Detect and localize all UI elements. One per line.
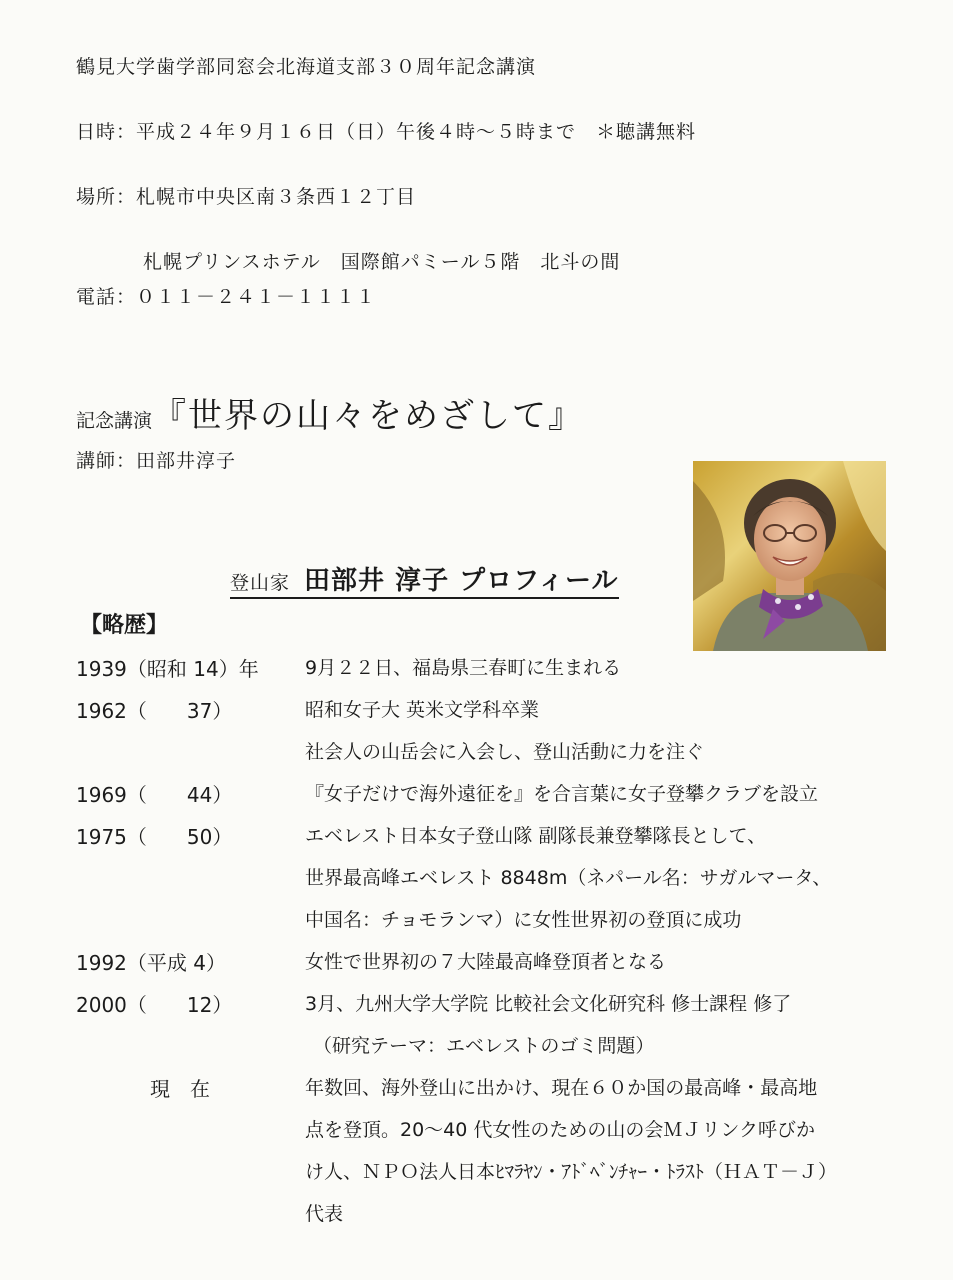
timeline-event-line: エベレスト日本女子登山隊 副隊長兼登攀隊長として、: [305, 825, 767, 847]
profile-heading: [230, 560, 619, 599]
lecture-speaker: 講師：田部井淳子: [76, 450, 237, 472]
timeline-event-line: 代表: [305, 1203, 344, 1225]
profile-heading-name: 田部井 淳子 プロフィール: [304, 566, 619, 596]
timeline-event-line: 9月２２日、福島県三春町に生まれる: [305, 657, 622, 679]
timeline-event-line: 社会人の山岳会に入会し、登山活動に力を注ぐ: [305, 741, 705, 763]
event-place-line: 場所：札幌市中央区南３条西１２丁目: [76, 186, 417, 208]
event-date-line: 日時：平成２４年９月１６日（日）午後４時～５時まで ＊聴講無料: [76, 121, 697, 143]
speaker-portrait-photo: [693, 461, 886, 651]
profile-heading-occupation: 登山家: [230, 572, 291, 594]
timeline-year: 1992（平成 4）: [76, 951, 226, 975]
timeline-event-line: 点を登頂。20～40 代女性のための山の会ＭＪリンク呼びか: [305, 1119, 816, 1141]
timeline-year: 1939（昭和 14）年: [76, 657, 259, 681]
lecture-title: 『世界の山々をめざして』: [152, 396, 585, 436]
timeline-event-line: 年数回、海外登山に出かけ、現在６０か国の最高峰・最高地: [305, 1077, 818, 1099]
timeline-year: 1962（ 37）: [76, 699, 233, 723]
timeline-year: 1969（ 44）: [76, 783, 233, 807]
event-venue-line: 札幌プリンスホテル 国際館パミール５階 北斗の間: [143, 251, 621, 273]
timeline-event-line: 『女子だけで海外遠征を』を合言葉に女子登攀クラブを設立: [305, 783, 819, 805]
timeline-event-line: 昭和女子大 英米文学科卒業: [305, 699, 540, 721]
lecture-title-block: [76, 388, 584, 437]
event-phone-line: 電話：０１１－２４１－１１１１: [76, 286, 377, 308]
portrait-illustration: [693, 461, 886, 651]
timeline-event-line: 3月、九州大学大学院 比較社会文化研究科 修士課程 修了: [305, 993, 792, 1015]
timeline-year: 2000（ 12）: [76, 993, 233, 1017]
timeline-year: 1975（ 50）: [76, 825, 233, 849]
timeline-event-line: 中国名：チョモランマ）に女性世界初の登頂に成功: [305, 909, 742, 931]
lecture-prefix: 記念講演: [76, 410, 153, 432]
timeline-event-line: 世界最高峰エベレスト 8848m（ネパール名：サガルマータ、: [305, 867, 832, 889]
timeline-year: 現 在: [150, 1077, 210, 1101]
history-section-label: 【略歴】: [80, 613, 169, 638]
timeline-event-line: 女性で世界初の７大陸最高峰登頂者となる: [305, 951, 667, 973]
event-title-line: 鶴見大学歯学部同窓会北海道支部３０周年記念講演: [76, 56, 537, 78]
timeline-event-line: （研究テーマ：エベレストのゴミ問題）: [313, 1035, 655, 1057]
timeline-event-line: け人、ＮＰＯ法人日本ﾋﾏﾗﾔﾝ・ｱﾄﾞﾍﾞﾝﾁｬｰ・ﾄﾗｽﾄ（ＨＡＴ－Ｊ）: [305, 1161, 838, 1183]
